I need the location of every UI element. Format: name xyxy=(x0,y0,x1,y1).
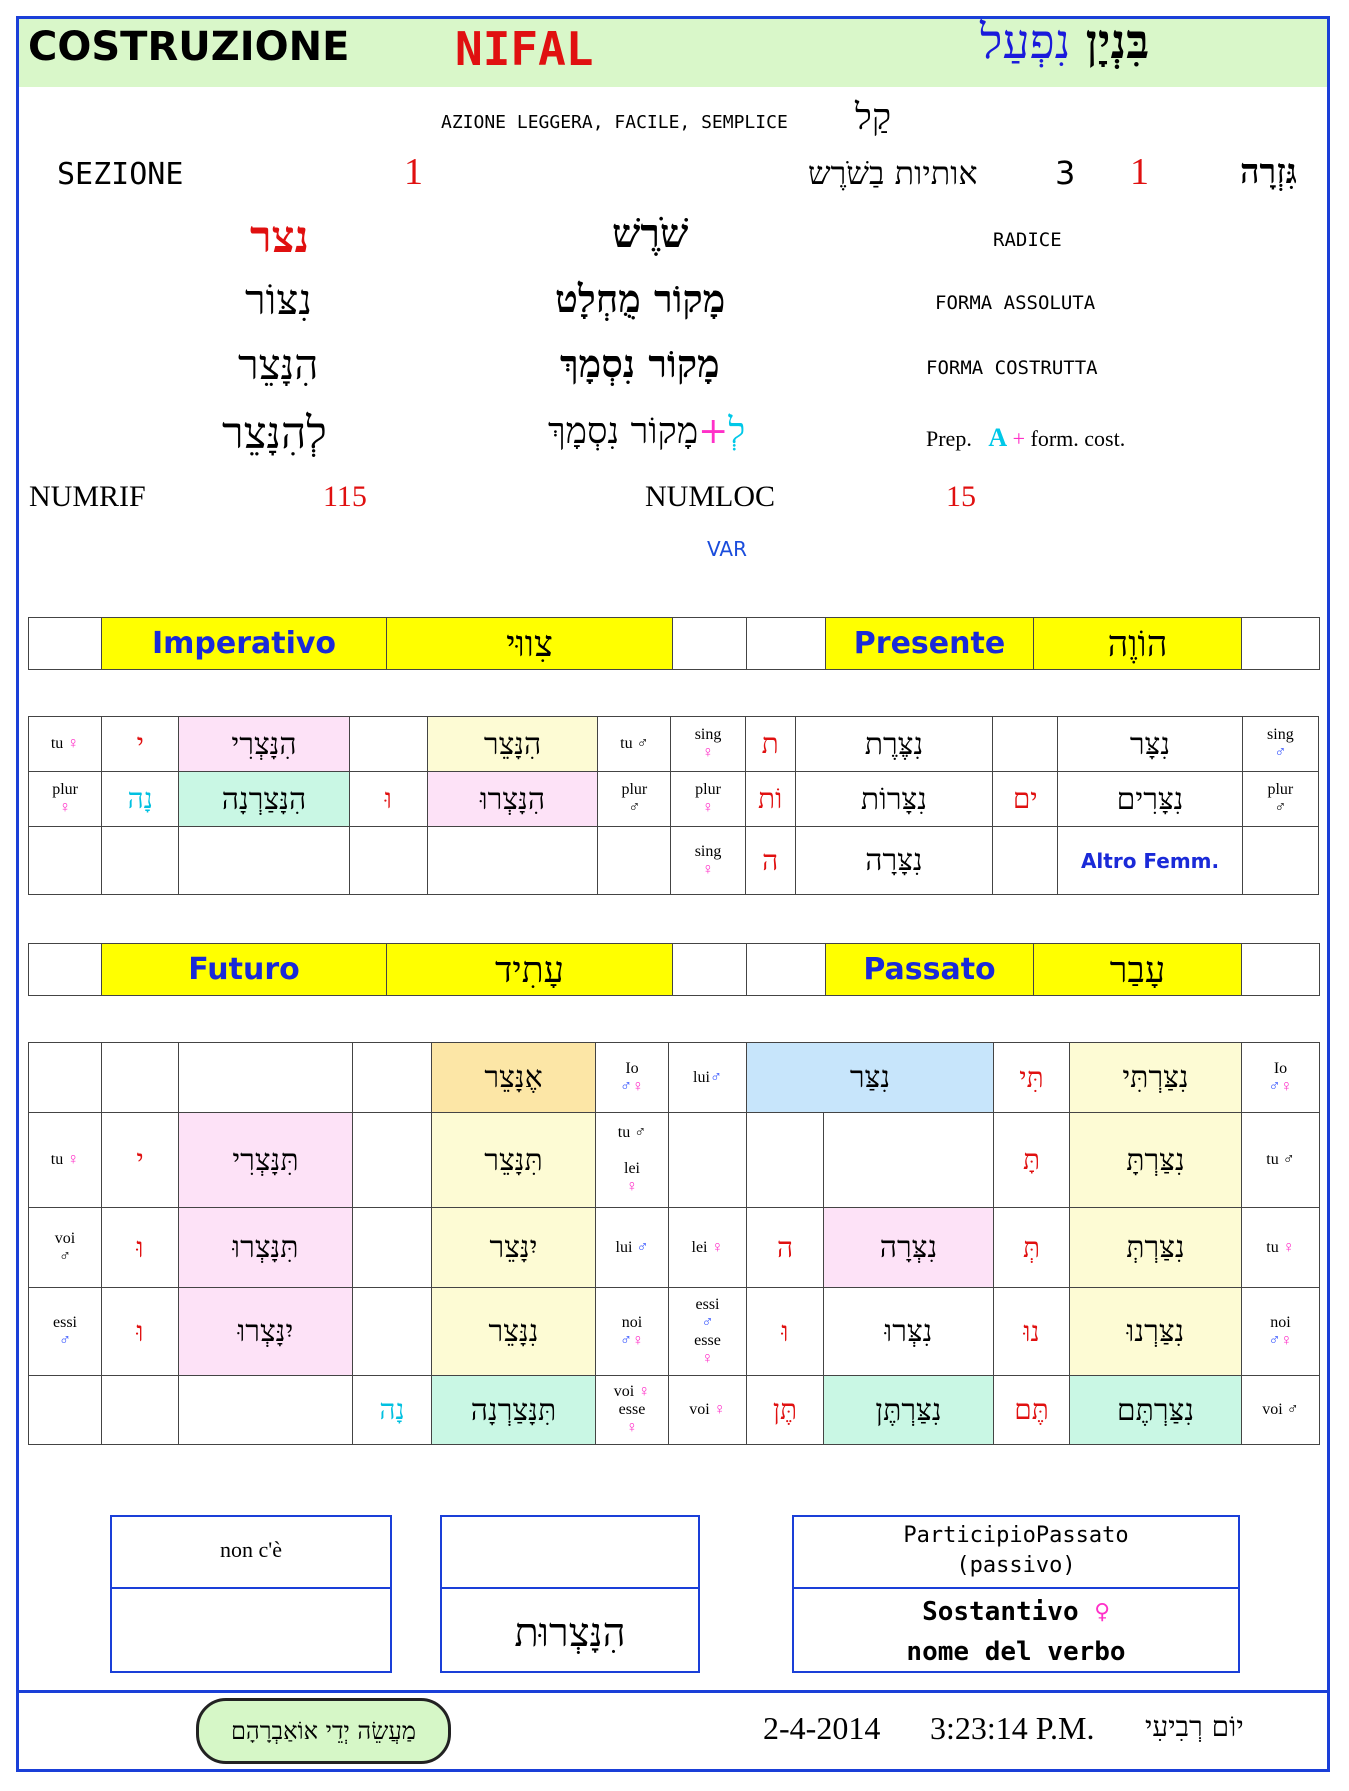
footer-weekday: יוֹם רְבִיעִי xyxy=(1145,1710,1244,1743)
person-essi-esse: essi ♂ esse ♀ xyxy=(669,1288,747,1376)
nome-del-verbo-label: nome del verbo xyxy=(906,1637,1126,1667)
person-tu-f: tu ♀ xyxy=(1242,1208,1320,1288)
binyan-hebrew-name: נִפְעַל xyxy=(980,14,1071,70)
fut-1p: נִנָּצֵר xyxy=(432,1288,596,1376)
alt-femm-label: Altro Femm. xyxy=(1058,827,1242,895)
cell xyxy=(598,827,671,895)
absolute-form-label: FORMA ASSOLUTA xyxy=(935,292,1096,314)
binyan-hebrew-word: בִּנְיָן xyxy=(1085,14,1150,70)
prep-plus: + xyxy=(698,411,729,452)
fut-2ms: תִּנָּצֵר xyxy=(432,1113,596,1208)
suffix: נָה xyxy=(353,1376,432,1445)
participle-box-1 xyxy=(110,1515,392,1673)
cell xyxy=(353,1043,432,1113)
suffix: נָה xyxy=(102,772,179,827)
fut-2fs: תִּנָּצְרִי xyxy=(179,1113,353,1208)
fut-fp: תִּנָּצַרְנָה xyxy=(432,1376,596,1445)
suffix: י xyxy=(102,1113,179,1208)
person-lei: lei ♀ xyxy=(669,1208,747,1288)
binyan-qal: קַל xyxy=(855,97,892,138)
pass-1p: נִצַּרְנוּ xyxy=(1070,1288,1242,1376)
imp-2fs: הִנָּצְרִי xyxy=(179,717,349,772)
cell xyxy=(824,1113,994,1208)
person-lui: lui ♂ xyxy=(596,1208,669,1288)
number-sing-m: sing ♂ xyxy=(1242,717,1318,772)
root-letters-text: אותיות בַשֹׁרֶש xyxy=(808,154,978,192)
participle-box-2 xyxy=(440,1515,700,1673)
imp-2mp: הִנָּצְרוּ xyxy=(427,772,597,827)
imperativo-presente-header xyxy=(28,617,1320,670)
root-heb-label: שֹׁרֶשׁ xyxy=(612,210,689,257)
suffix: ה xyxy=(745,827,795,895)
person-tu-f: tu ♀ xyxy=(29,717,102,772)
numloc-label: NUMLOC xyxy=(645,480,776,513)
tense-imperativo-heb: צִווּי xyxy=(387,618,673,670)
pres-ms: נִצָּר xyxy=(1058,717,1242,772)
number-sing-f: sing ♀ xyxy=(671,717,745,772)
cell xyxy=(747,618,826,670)
cell xyxy=(353,1208,432,1288)
cell xyxy=(179,1376,353,1445)
verbal-noun: הִנָּצְרוּת xyxy=(514,1610,626,1656)
cell xyxy=(1242,618,1320,670)
number-plur-m: plur ♂ xyxy=(1242,772,1318,827)
cell xyxy=(349,827,427,895)
absolute-form-heb-label: מָקוֹר מֻחְלָט xyxy=(555,276,726,321)
suffix: תֶּן xyxy=(747,1376,824,1445)
prep-label-a: A xyxy=(988,423,1008,452)
construct-form-value: הִנָּצֵר xyxy=(238,340,319,389)
pass-1s: נִצַּרְתִּי xyxy=(1070,1043,1242,1113)
prep-label-rest: form. cost. xyxy=(1030,426,1126,451)
non-ce-label: non c'è xyxy=(220,1537,282,1562)
binyan-name: NIFAL xyxy=(455,22,594,76)
person-tu-lei: tu ♂ lei ♀ xyxy=(596,1113,669,1208)
cell xyxy=(102,1043,179,1113)
pres-fs-alt: נִצָּרָה xyxy=(795,827,992,895)
cell xyxy=(747,944,826,996)
number-plur-m: plur ♂ xyxy=(598,772,671,827)
person-voi-m: voi ♂ xyxy=(1242,1376,1320,1445)
numloc-value: 15 xyxy=(946,480,976,513)
prep-prefix: לְ xyxy=(728,411,746,452)
cell xyxy=(669,1113,747,1208)
suffix: ים xyxy=(993,772,1058,827)
section-value: 1 xyxy=(404,151,423,193)
futuro-passato-header xyxy=(28,943,1320,996)
cell xyxy=(673,618,747,670)
passivo-label: (passivo) xyxy=(956,1553,1076,1578)
suffix: תְּ xyxy=(994,1208,1070,1288)
cell xyxy=(29,827,102,895)
person-noi: noi ♂♀ xyxy=(1242,1288,1320,1376)
imperativo-presente-table xyxy=(28,716,1319,895)
footer-date: 2-4-2014 xyxy=(763,1710,881,1746)
pass-2ms: נִצַּרְתָּ xyxy=(1070,1113,1242,1208)
pass-3fs: נִצְּרָה xyxy=(824,1208,994,1288)
pass-3p: נִצְּרוּ xyxy=(824,1288,994,1376)
cell xyxy=(29,1043,102,1113)
fut-3mp: יִנָּצְרוּ xyxy=(179,1288,353,1376)
cell xyxy=(29,618,102,670)
pres-fs: נִצֶּרֶת xyxy=(795,717,992,772)
person-voi-m: voi ♂ xyxy=(29,1208,102,1288)
construct-form-heb-label: מָקוֹר נִסְמָךְ xyxy=(560,341,720,386)
numrif-label: NUMRIF xyxy=(29,480,146,513)
pass-2fs: נִצַּרְתְּ xyxy=(1070,1208,1242,1288)
suffix: תָּ xyxy=(994,1113,1070,1208)
pres-mp: נִצָּרִים xyxy=(1058,772,1242,827)
suffix: י xyxy=(102,717,179,772)
person-voi-esse-f: voi ♀ esse ♀ xyxy=(596,1376,669,1445)
suffix: וּ xyxy=(102,1208,179,1288)
cell xyxy=(179,1043,353,1113)
cell xyxy=(349,717,427,772)
fut-3ms: יִנָּצֵר xyxy=(432,1208,596,1288)
person-voi-f: voi ♀ xyxy=(669,1376,747,1445)
section-label: SEZIONE xyxy=(57,157,184,192)
imp-2ms: הִנָּצֵר xyxy=(427,717,597,772)
cell xyxy=(747,1113,824,1208)
futuro-passato-table xyxy=(28,1042,1320,1445)
cell xyxy=(993,717,1058,772)
suffix: תִּי xyxy=(994,1043,1070,1113)
tense-imperativo: Imperativo xyxy=(102,618,387,670)
cell xyxy=(427,827,597,895)
tense-passato: Passato xyxy=(826,944,1034,996)
person-noi: noi ♂♀ xyxy=(596,1288,669,1376)
number-plur-f: plur ♀ xyxy=(29,772,102,827)
numrif-value: 115 xyxy=(323,480,367,513)
person-tu-m: tu ♂ xyxy=(598,717,671,772)
suffix: ת xyxy=(745,717,795,772)
root-label: RADICE xyxy=(993,229,1062,251)
pass-3ms: נִצַּר xyxy=(747,1043,994,1113)
person-io: Io ♂♀ xyxy=(596,1043,669,1113)
pass-2fp: נִצַּרְתֶּן xyxy=(824,1376,994,1445)
binyan-description: AZIONE LEGGERA, FACILE, SEMPLICE xyxy=(441,112,788,133)
absolute-form-value: נִצּוֹר xyxy=(245,275,313,324)
person-tu-m: tu ♂ xyxy=(1242,1113,1320,1208)
suffix: וּ xyxy=(747,1288,824,1376)
prep-form-label xyxy=(926,423,1125,453)
suffix: נוּ xyxy=(994,1288,1070,1376)
root-letters-count: 3 xyxy=(1055,154,1076,192)
suffix: וּ xyxy=(102,1288,179,1376)
fut-2mp: תִּנָּצְרוּ xyxy=(179,1208,353,1288)
binyan-hebrew xyxy=(980,14,1250,70)
participle-box-3 xyxy=(792,1515,1240,1673)
footer-divider xyxy=(16,1690,1330,1693)
prep-form-heb-label xyxy=(548,410,745,452)
prep-label-prep: Prep. xyxy=(926,426,972,451)
cell xyxy=(673,944,747,996)
cell xyxy=(353,1113,432,1208)
pass-2mp: נִצַּרְתֶּם xyxy=(1070,1376,1242,1445)
tense-presente-heb: הוֹוֶה xyxy=(1034,618,1242,670)
suffix: וֹת xyxy=(745,772,795,827)
pres-fp: נִצָּרוֹת xyxy=(795,772,992,827)
fut-1s: אֶנָּצֵר xyxy=(432,1043,596,1113)
cell xyxy=(102,1376,179,1445)
prep-form-value: לְהִנָּצֵר xyxy=(222,408,327,459)
cell xyxy=(102,827,179,895)
imp-2fp: הִנָּצַרְנָה xyxy=(179,772,349,827)
prep-construct-text: מָקוֹר נִסְמָךְ xyxy=(548,411,699,452)
person-io: Io ♂♀ xyxy=(1242,1043,1320,1113)
cell xyxy=(179,827,349,895)
root-value: נצר xyxy=(250,212,309,263)
footer-time: 3:23:14 P.M. xyxy=(930,1710,1095,1746)
page-title: COSTRUZIONE xyxy=(28,24,350,70)
cell xyxy=(1242,944,1320,996)
tense-futuro: Futuro xyxy=(102,944,387,996)
construct-form-label: FORMA COSTRUTTA xyxy=(926,357,1098,379)
sostantivo-label: Sostantivo ♀ xyxy=(922,1597,1110,1627)
cell xyxy=(29,944,102,996)
var-label: VAR xyxy=(707,537,747,561)
cell xyxy=(29,1376,102,1445)
suffix: תֶּם xyxy=(994,1376,1070,1445)
author-signature: מַעֲשֵׂה יְדֵי אוֹאַבְרָהָם xyxy=(196,1698,451,1764)
person-essi-m: essi ♂ xyxy=(29,1288,102,1376)
cell xyxy=(993,827,1058,895)
tense-futuro-heb: עָתִיד xyxy=(387,944,673,996)
tense-presente: Presente xyxy=(826,618,1034,670)
participio-passato-label: ParticipioPassato xyxy=(903,1523,1129,1548)
cell xyxy=(1242,827,1318,895)
number-sing-f: sing ♀ xyxy=(671,827,745,895)
person-lui: lui♂ xyxy=(669,1043,747,1113)
number-plur-f: plur ♀ xyxy=(671,772,745,827)
gizra-value: 1 xyxy=(1130,151,1149,193)
prep-label-plus: + xyxy=(1012,426,1026,451)
person-tu-f: tu ♀ xyxy=(29,1113,102,1208)
tense-passato-heb: עָבַר xyxy=(1034,944,1242,996)
suffix: וּ xyxy=(349,772,427,827)
cell xyxy=(353,1288,432,1376)
suffix: ה xyxy=(747,1208,824,1288)
gizra-label: גִּזְרָה xyxy=(1240,152,1297,192)
